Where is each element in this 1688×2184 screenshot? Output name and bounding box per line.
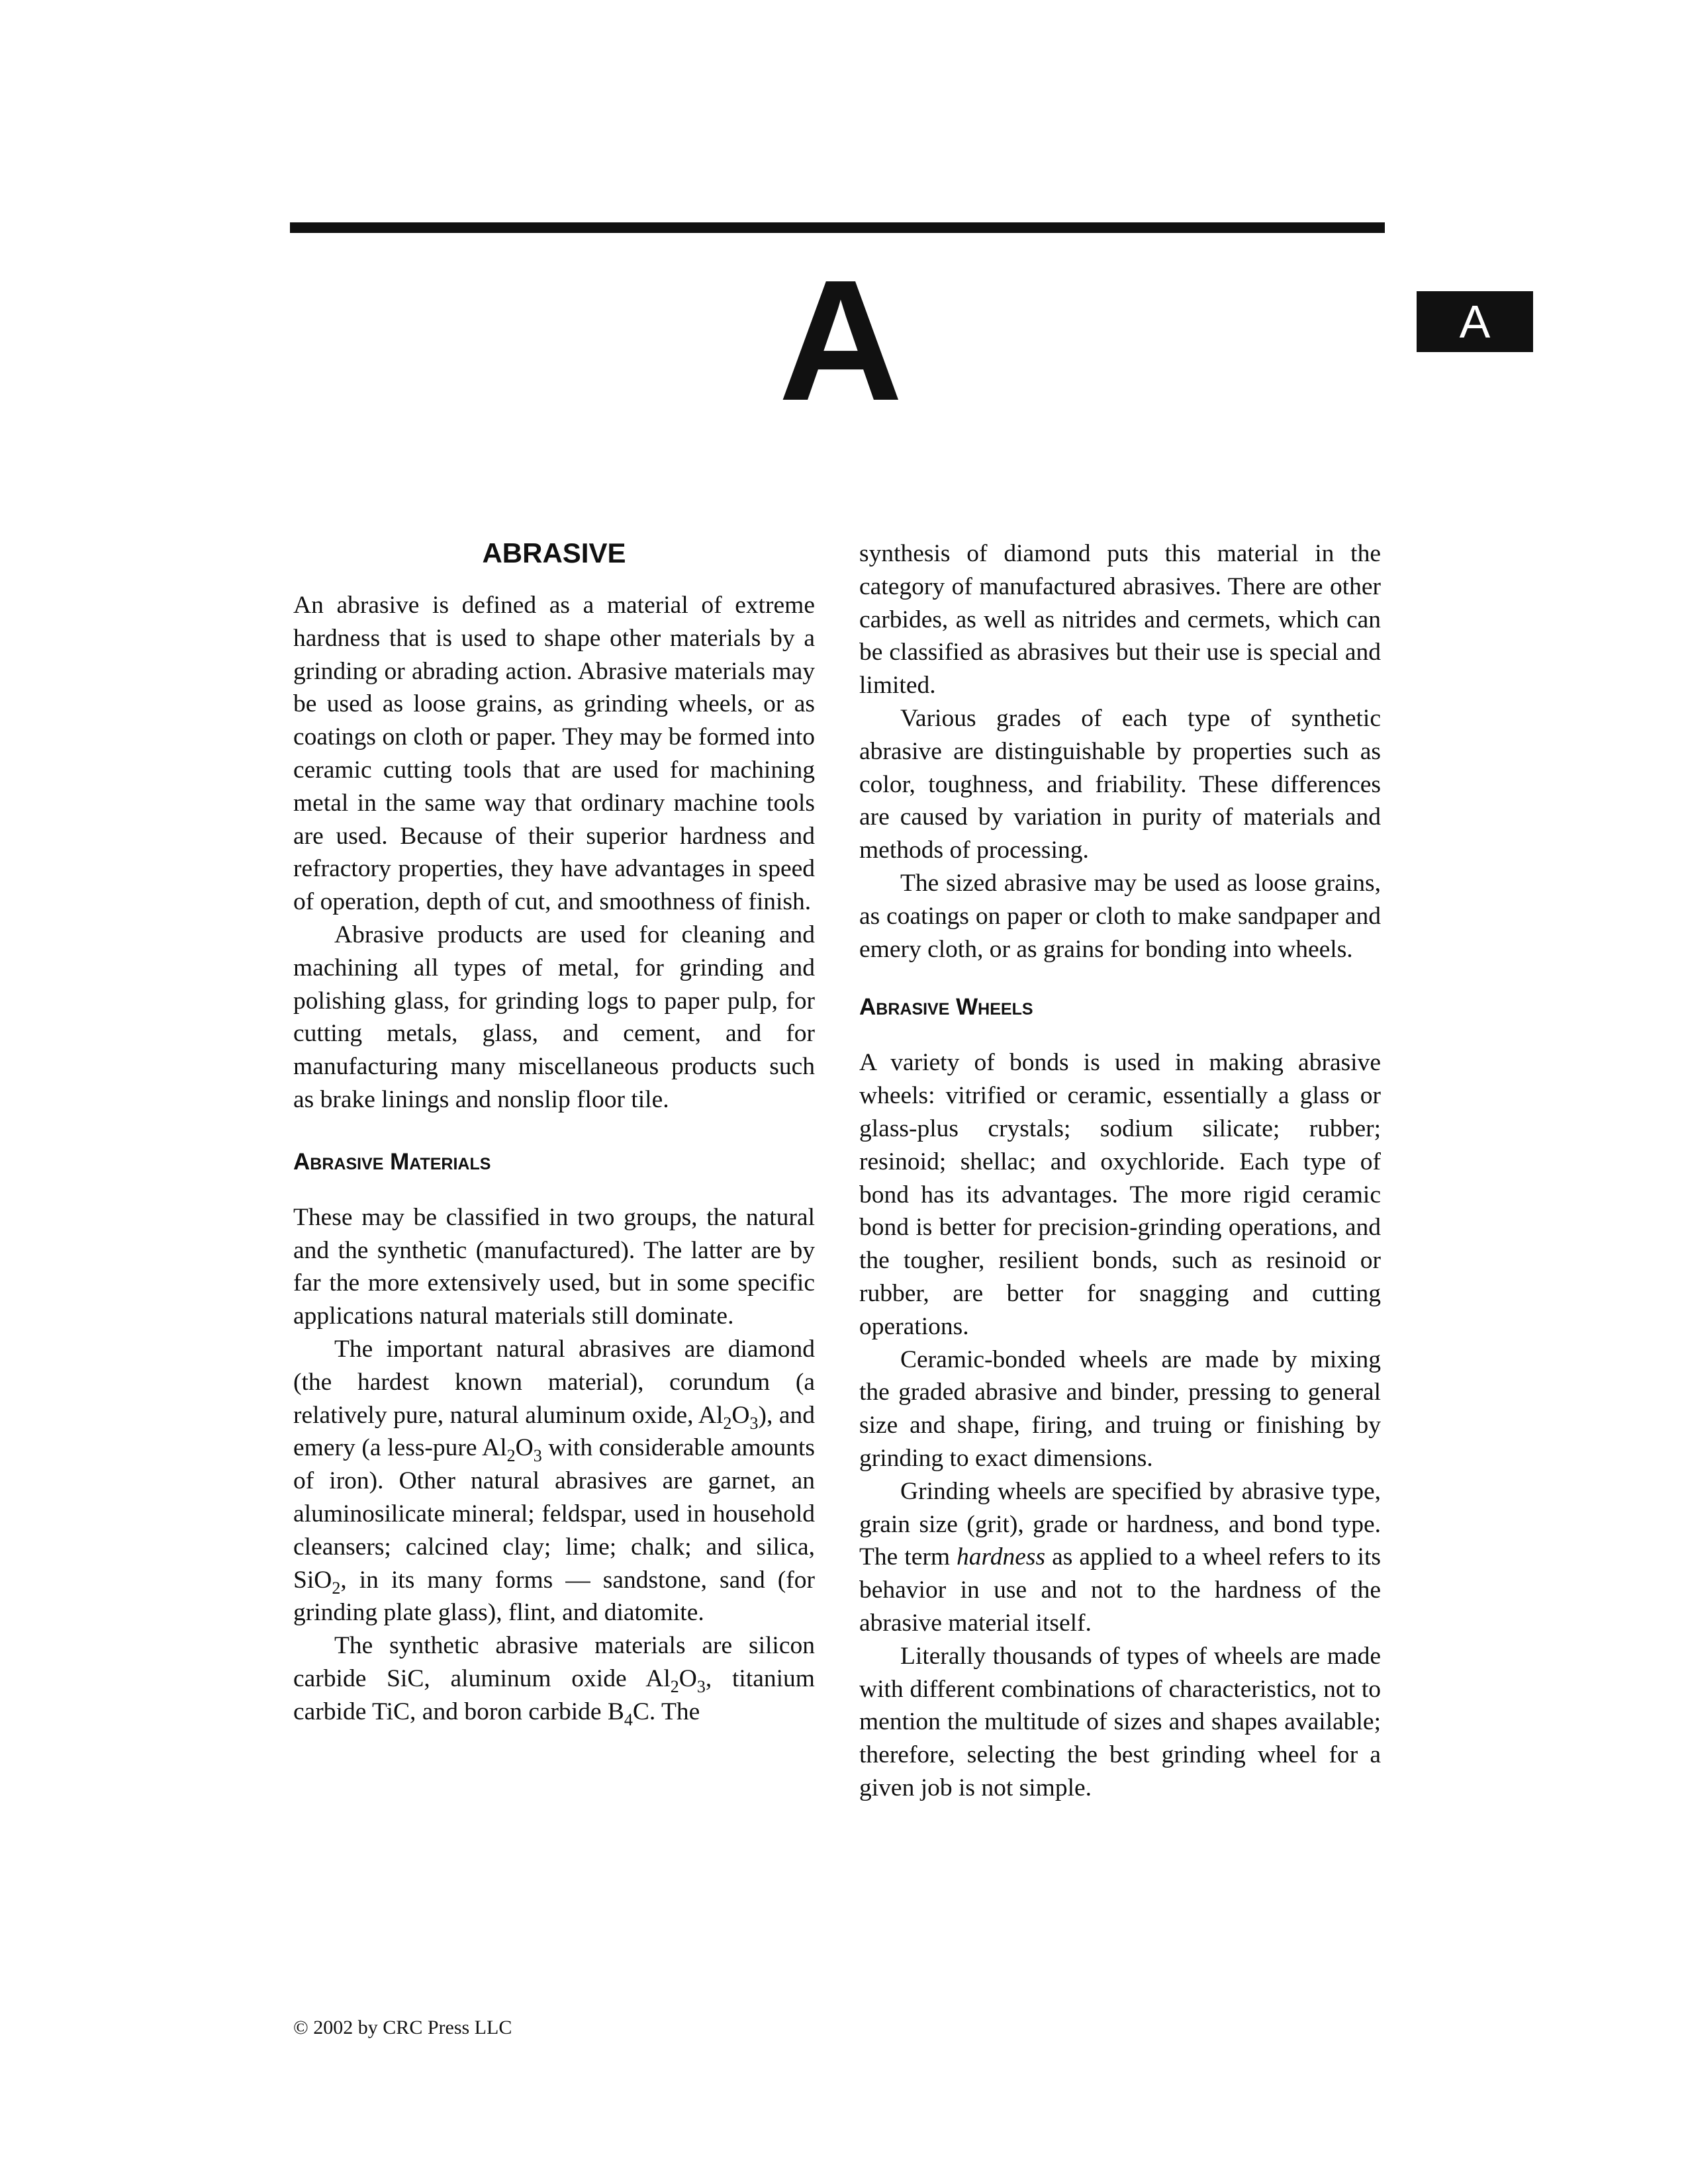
- paragraph: The important natural abrasives are diamond (the hardest known material), corundum (a relatively pure, natural aluminum oxide, $Al_2O_3$), and emery (a less-pure $Al_2O_3$ with considerable amounts of iron). Other natural abrasives are garnet, an aluminosilicate mineral; feldspar, used in household cleansers; calcined clay; lime; chalk; and silica, SiO$_2$, in its many forms — sandstone, sand (for grinding plate glass), flint, and diatomite.: [293, 1335, 816, 1627]
- entry-title: ABRASIVE: [482, 537, 626, 569]
- paragraph: A variety of bonds is used in making abrasive wheels: vitrified or ceramic, essentially a glass or glass-plus crystals; sodium silicate; rubber; resinoid; shellac; and oxychloride. Each type of bond has its advantages. The more rigid ceramic bond is better for precision-grinding operations, and the tougher, resilient bonds, such as resinoid or rubber, are better for snagging and cutting operations.: [859, 1049, 1381, 1340]
- top-rule: [290, 222, 1385, 233]
- paragraph: These may be classified in two groups, the natural and the synthetic (manufactured). The latter are by far the more extensively used, but in some specific applications natural materials still dominate.: [293, 1203, 815, 1330]
- paragraph: The synthetic abrasive materials are silicon carbide SiC, aluminum oxide $Al_2O_3$, titanium carbide TiC, and boron carbide $B_4C$. The: [293, 1632, 815, 1729]
- paragraph: Literally thousands of types of wheels are made with different combinations of characteristics, not to mention the multitude of sizes and shapes available; therefore, selecting the best grinding wheel for a given job is not simple.: [859, 1642, 1381, 1801]
- paragraph: An abrasive is defined as a material of extreme hardness that is used to shape other materials by a grinding or abrading action. Abrasive materials may be used as loose grains, as grinding wheels, or as coatings on cloth or paper. They may be formed into ceramic cutting tools that are used for machining metal in the same way that ordinary machine tools are used. Because of their superior hardness and refractory properties, they have advantages in speed of operation, depth of cut, and smoothness of finish.: [293, 592, 815, 916]
- subheading-abrasive-wheels: Abrasive Wheels: [859, 994, 1033, 1021]
- paragraph: Grinding wheels are specified by abrasive type, grain size (grit), grade or hardness, and bond type. The term hardness as applied to a wheel refers to its behavior in use and not to the hardness of the abrasive material itself.: [859, 1477, 1381, 1637]
- paragraph: Ceramic-bonded wheels are made by mixing the graded abrasive and binder, pressing to general size and shape, firing, and truing or finishing by grinding to exact dimensions.: [859, 1345, 1381, 1472]
- paragraph: synthesis of diamond puts this material in the category of manufactured abrasives. There are other carbides, as well as nitrides and cermets, which can be classified as abrasives but their use is special and limited.: [859, 540, 1381, 700]
- copyright-footer: © 2002 by CRC Press LLC: [293, 2017, 512, 2038]
- paragraph: Abrasive products are used for cleaning and machining all types of metal, for grinding and polishing glass, for grinding logs to paper pulp, for cutting metals, glass, and cement, and for manufacturing many miscellaneous products such as brake linings and nonslip floor tile.: [293, 921, 815, 1113]
- thumb-index-tab: A: [1417, 291, 1533, 352]
- left-column: [293, 537, 815, 1729]
- chapter-letter: A: [778, 245, 903, 437]
- right-column: [859, 537, 1381, 1805]
- subheading-abrasive-materials: Abrasive Materials: [293, 1148, 491, 1175]
- paragraph: The sized abrasive may be used as loose grains, as coatings on paper or cloth to make sandpaper and emery cloth, or as grains for bonding into wheels.: [859, 869, 1381, 963]
- paragraph: Various grades of each type of synthetic abrasive are distinguishable by properties such as color, toughness, and friability. These differences are caused by variation in purity of materials and methods of processing.: [859, 704, 1381, 864]
